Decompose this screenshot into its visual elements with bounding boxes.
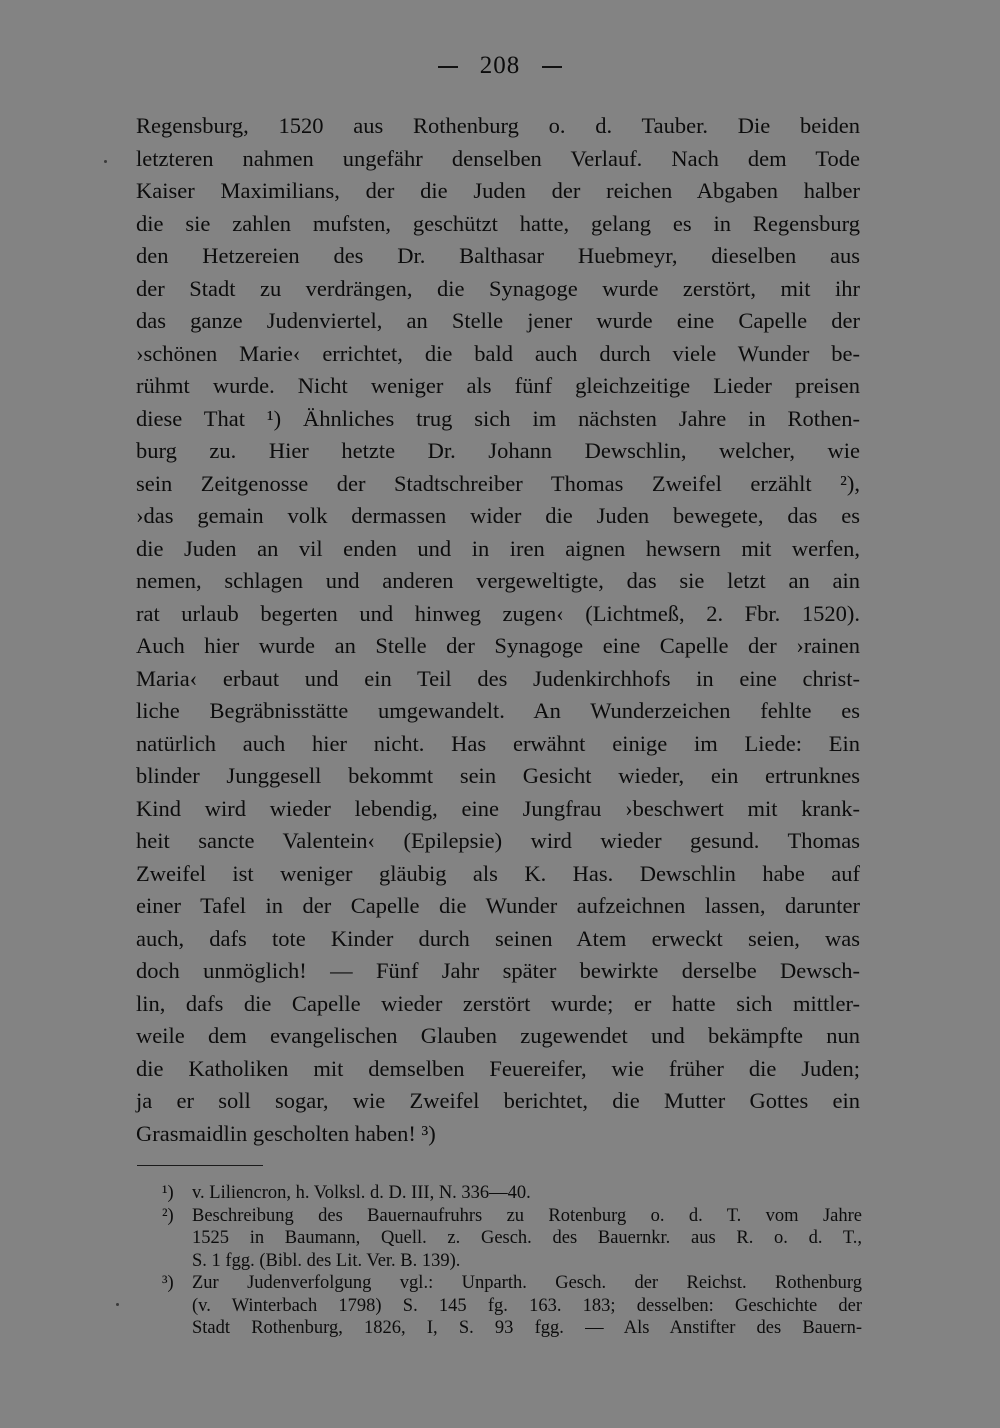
body-text — [136, 110, 860, 1150]
text-line: die Juden an vil enden und in iren aignen hewsern mit werfen, — [136, 535, 860, 561]
text-line: Grasmaidlin gescholten haben! ³) — [136, 1120, 436, 1146]
text-line: heit sancte Valentein‹ (Epilepsie) wird wieder gesund. Thomas — [136, 828, 860, 853]
text-line: ja er soll sogar, wie Zweifel berichtet, die Mutter Gottes ein — [136, 1088, 860, 1113]
footnote-text: Stadt Rothenburg, 1826, I, S. 93 fgg. — Als Anstifter des Bauern- — [192, 1318, 862, 1338]
footnote-line — [162, 1295, 862, 1318]
footnote-text: (v. Winterbach 1798) S. 145 fg. 163. 183; desselben: Geschichte der — [192, 1295, 862, 1316]
text-line: das ganze Judenviertel, an Stelle jener wurde eine Capelle der — [136, 308, 860, 333]
page-header — [0, 52, 1000, 80]
footnote-marker: ¹) — [162, 1183, 174, 1203]
footnote-line — [162, 1317, 862, 1340]
text-line: Auch hier wurde an Stelle der Synagoge eine Capelle der ›rainen — [136, 633, 860, 658]
footnote-line — [162, 1205, 862, 1228]
footnote-text: Zur Judenverfolgung vgl.: Unparth. Gesch. der Reichst. Rothenburg — [192, 1273, 862, 1293]
text-line: die Katholiken mit demselben Feuereifer, wie früher die Juden; — [136, 1055, 860, 1081]
text-line: diese That ¹) Ähnliches trug sich im nächsten Jahre in Rothen- — [136, 405, 860, 431]
text-line: auch, dafs tote Kinder durch seinen Atem erweckt seien, was — [136, 925, 860, 951]
text-line: rat urlaub begerten und hinweg zugen‹ (Lichtmeß, 2. Fbr. 1520). — [136, 600, 860, 626]
footnote-marker: ³) — [162, 1273, 174, 1293]
scan-speck — [104, 160, 107, 163]
footnotes — [162, 1182, 862, 1340]
text-line: der Stadt zu verdrängen, die Synagoge wurde zerstört, mit ihr — [136, 275, 860, 301]
text-line: ›schönen Marie‹ errichtet, die bald auch durch viele Wunder be- — [136, 340, 860, 366]
text-line: lin, dafs die Capelle wieder zerstört wurde; er hatte sich mittler- — [136, 990, 860, 1016]
footnote-text: S. 1 fgg. (Bibl. des Lit. Ver. B. 139). — [192, 1250, 461, 1271]
text-line: Regensburg, 1520 aus Rothenburg o. d. Tauber. Die beiden — [136, 113, 860, 138]
footnote-text: v. Liliencron, h. Volksl. d. D. III, N. 336—40. — [192, 1183, 531, 1203]
text-line: natürlich auch hier nicht. Has erwähnt einige im Liede: Ein — [136, 730, 860, 756]
text-line: Zweifel ist weniger gläubig als K. Has. Dewschlin habe auf — [136, 860, 860, 886]
page-number: 208 — [479, 52, 521, 79]
text-line: rühmt wurde. Nicht weniger als fünf gleichzeitige Lieder preisen — [136, 373, 860, 398]
footnote-line — [162, 1272, 862, 1295]
text-line: den Hetzereien des Dr. Balthasar Huebmeyr, dieselben aus — [136, 243, 860, 268]
footnote-line — [162, 1250, 862, 1273]
text-line: doch unmöglich! — Fünf Jahr später bewirkte derselbe Dewsch- — [136, 958, 860, 983]
text-line: liche Begräbnisstätte umgewandelt. An Wunderzeichen fehlte es — [136, 698, 860, 723]
text-line: weile dem evangelischen Glauben zugewendet und bekämpfte nun — [136, 1023, 860, 1048]
text-line: letzteren nahmen ungefähr denselben Verlauf. Nach dem Tode — [136, 145, 860, 171]
footnote-text: 1525 in Baumann, Quell. z. Gesch. des Bauernkr. aus R. o. d. T., — [192, 1228, 862, 1248]
text-line: ›das gemain volk dermassen wider die Juden bewegete, das es — [136, 503, 860, 528]
text-line: die sie zahlen mufsten, geschützt hatte, gelang es in Regensburg — [136, 210, 860, 236]
text-line: blinder Junggesell bekommt sein Gesicht wieder, ein ertrunknes — [136, 763, 860, 788]
text-line: burg zu. Hier hetzte Dr. Johann Dewschlin, welcher, wie — [136, 438, 860, 463]
text-line: Kaiser Maximilians, der die Juden der reichen Abgaben halber — [136, 178, 860, 203]
text-line: Kind wird wieder lebendig, eine Jungfrau ›beschwert mit krank- — [136, 795, 860, 821]
dash-left — [438, 66, 458, 68]
footnote-divider — [137, 1165, 263, 1166]
text-line: Maria‹ erbaut und ein Teil des Judenkirchhofs in eine christ- — [136, 665, 860, 691]
text-line: nemen, schlagen und anderen vergeweltigte, das sie letzt an ain — [136, 568, 860, 593]
footnote-line — [162, 1182, 862, 1205]
footnote-marker: ²) — [162, 1205, 174, 1226]
footnote-line — [162, 1227, 862, 1250]
footnote-text: Beschreibung des Bauernaufruhrs zu Rotenburg o. d. T. vom Jahre — [192, 1205, 862, 1226]
text-line: sein Zeitgenosse der Stadtschreiber Thomas Zweifel erzählt ²), — [136, 470, 860, 496]
scan-speck — [116, 1303, 119, 1306]
text-line: einer Tafel in der Capelle die Wunder aufzeichnen lassen, darunter — [136, 893, 860, 918]
dash-right — [542, 66, 562, 68]
